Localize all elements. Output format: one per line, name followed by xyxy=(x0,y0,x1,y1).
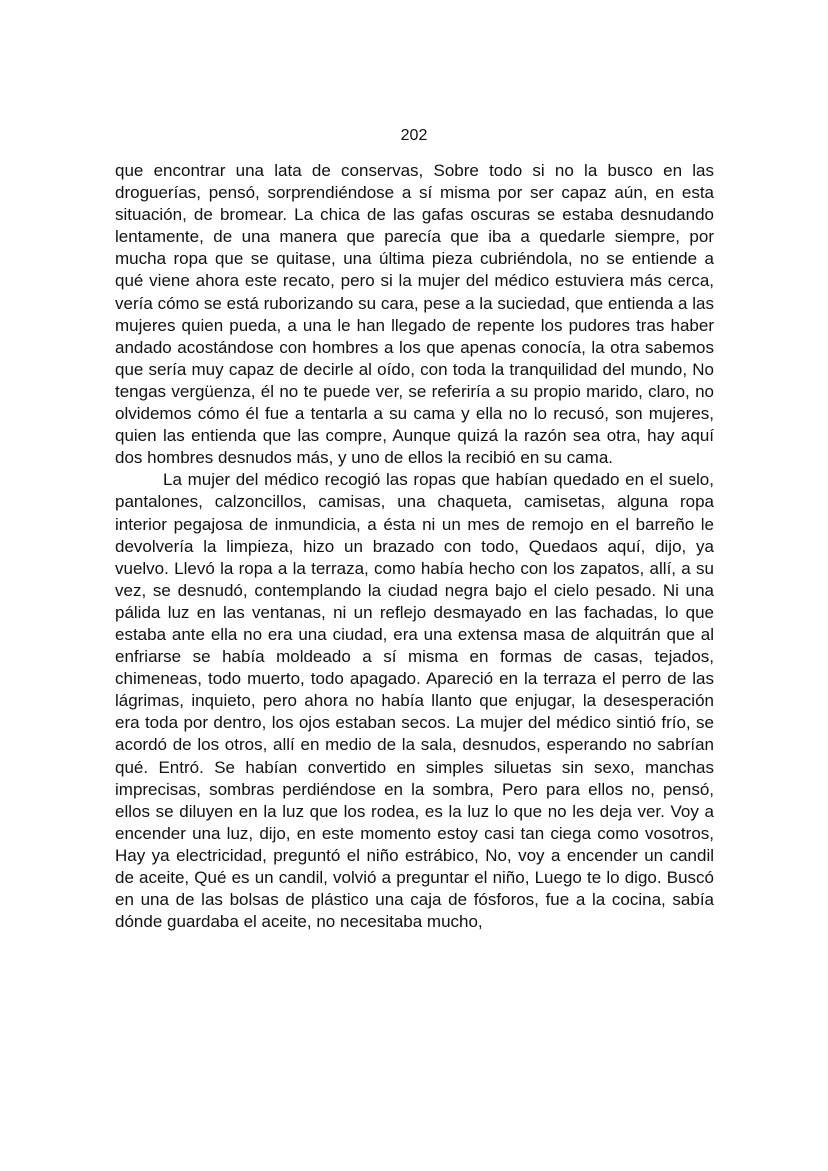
paragraph-1: que encontrar una lata de conservas, Sobre todo si no la busco en las droguerías, pensó, sorprendiéndose a sí misma por ser capaz aún, en esta situación, de bromear. La chica de las gafas oscuras se estaba desnudando lentamente, de una manera que parecía que iba a quedarle siempre, por mucha ropa que se quitase, una última pieza cubriéndola, no se entiende a qué viene ahora este recato, pero si la mujer del médico estuviera más cerca, vería cómo se está ruborizando su cara, pese a la suciedad, que entienda a las mujeres quien pueda, a una le han llegado de repente los pudores tras haber andado acostándose con hombres a los que apenas conocía, la otra sabemos que sería muy capaz de decirle al oído, con toda la tranquilidad del mundo, No tengas vergüenza, él no te puede ver, se referiría a su propio marido, claro, no olvidemos cómo él fue a tentarla a su cama y ella no lo recusó, son mujeres, quien las entienda que las compre, Aunque quizá la razón sea otra, hay aquí dos hombres desnudos más, y uno de ellos la recibió en su cama. xyxy=(115,161,714,468)
page-body xyxy=(115,160,714,933)
page-number: 202 xyxy=(400,127,428,144)
paragraph-2: La mujer del médico recogió las ropas que habían quedado en el suelo, pantalones, calzoncillos, camisas, una chaqueta, camisetas, alguna ropa interior pegajosa de inmundicia, a ésta ni un mes de remojo en el barreño le devolvería la limpieza, hizo un brazado con todo, Quedaos aquí, dijo, ya vuelvo. Llevó la ropa a la terraza, como había hecho con los zapatos, allí, a su vez, se desnudó, contemplando la ciudad negra bajo el cielo pesado. Ni una pálida luz en las ventanas, ni un reflejo desmayado en las fachadas, lo que estaba ante ella no era una ciudad, era una extensa masa de alquitrán que al enfriarse se había moldeado a sí misma en formas de casas, tejados, chimeneas, todo muerto, todo apagado. Apareció en la terraza el perro de las lágrimas, inquieto, pero ahora no había llanto que enjugar, la desesperación era toda por dentro, los ojos estaban secos. La mujer del médico sintió frío, se acordó de los otros, allí en medio de la sala, desnudos, esperando no sabrían qué. Entró. Se habían convertido en simples siluetas sin sexo, manchas imprecisas, sombras perdiéndose en la sombra, Pero para ellos no, pensó, ellos se diluyen en la luz que los rodea, es la luz lo que no les deja ver. Voy a encender una luz, dijo, en este momento estoy casi tan ciega como vosotros, Hay ya electricidad, preguntó el niño estrábico, No, voy a encender un candil de aceite, Qué es un candil, volvió a preguntar el niño, Luego te lo digo. Buscó en una de las bolsas de plástico una caja de fósforos, fue a la cocina, sabía dónde guardaba el aceite, no necesitaba mucho, xyxy=(115,470,714,932)
